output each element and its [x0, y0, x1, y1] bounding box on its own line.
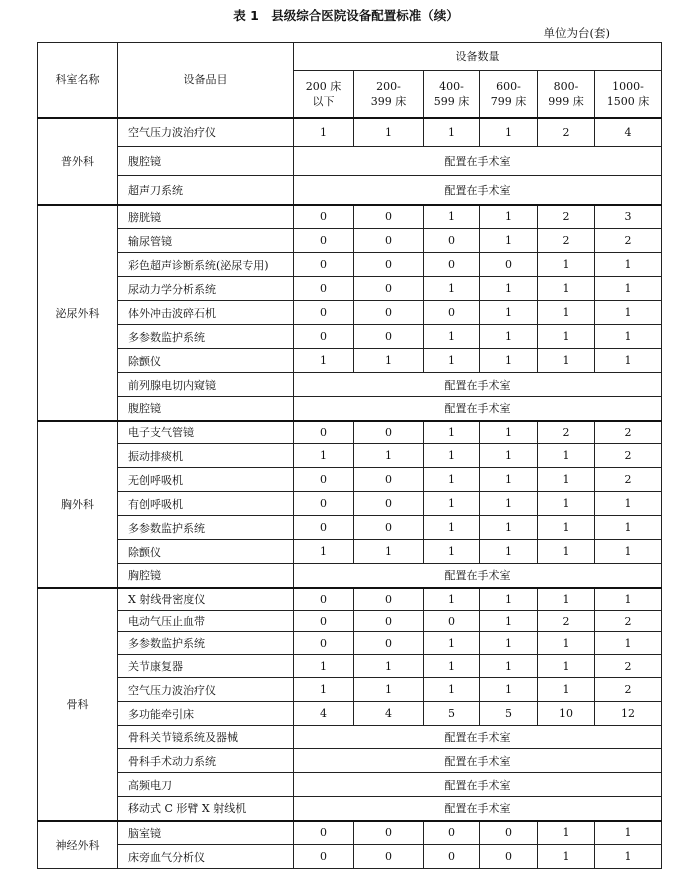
- quantity-cell: 1: [538, 516, 595, 540]
- table-row: [38, 564, 662, 588]
- quantity-cell: 1: [424, 444, 480, 468]
- quantity-cell: 1: [480, 468, 538, 492]
- quantity-cell: 1: [595, 588, 662, 611]
- equipment-name: 振动排痰机: [118, 444, 294, 468]
- quantity-cell: 1: [294, 540, 354, 564]
- quantity-cell: 0: [424, 611, 480, 632]
- quantity-cell: 1: [538, 444, 595, 468]
- table-row: [38, 678, 662, 702]
- quantity-cell: 1: [294, 118, 354, 147]
- quantity-cell: 1: [538, 540, 595, 564]
- table-row: [38, 797, 662, 821]
- quantity-cell: 2: [595, 655, 662, 678]
- quantity-cell: 0: [354, 421, 424, 444]
- quantity-cell: 0: [354, 632, 424, 655]
- equipment-name: 骨科手术动力系统: [118, 749, 294, 773]
- equipment-name: 无创呼吸机: [118, 468, 294, 492]
- equipment-table: [37, 42, 662, 869]
- equipment-name: 彩色超声诊断系统(泌尿专用): [118, 253, 294, 277]
- quantity-cell: 1: [424, 349, 480, 373]
- table-row: [38, 349, 662, 373]
- quantity-cell: 1: [595, 492, 662, 516]
- quantity-cell: 0: [480, 821, 538, 845]
- header-bed-range: 200 床 以下: [294, 71, 354, 118]
- quantity-cell: 0: [294, 205, 354, 229]
- quantity-cell: 1: [424, 678, 480, 702]
- quantity-cell: 1: [424, 516, 480, 540]
- quantity-cell: 1: [424, 655, 480, 678]
- table-row: [38, 421, 662, 444]
- quantity-cell: 1: [354, 118, 424, 147]
- dept-name: 骨科: [38, 588, 118, 821]
- table-row: [38, 655, 662, 678]
- quantity-cell: 2: [595, 444, 662, 468]
- header-row-top: [38, 43, 662, 71]
- quantity-cell: 0: [354, 821, 424, 845]
- quantity-cell: 0: [294, 301, 354, 325]
- equipment-name: X 射线骨密度仪: [118, 588, 294, 611]
- header-bed-range: 600- 799 床: [480, 71, 538, 118]
- quantity-cell: 1: [595, 845, 662, 869]
- quantity-cell: 0: [354, 588, 424, 611]
- quantity-cell: 1: [480, 229, 538, 253]
- table-title: 表 1 县级综合医院设备配置标准（续）: [233, 8, 459, 23]
- quantity-cell: 0: [294, 516, 354, 540]
- quantity-cell: 4: [595, 118, 662, 147]
- quantity-cell: 1: [294, 349, 354, 373]
- quantity-cell: 1: [424, 588, 480, 611]
- quantity-cell: 1: [424, 468, 480, 492]
- header-bed-range: 800- 999 床: [538, 71, 595, 118]
- table-row: [38, 373, 662, 397]
- quantity-cell: 1: [424, 632, 480, 655]
- equipment-name: 空气压力波治疗仪: [118, 678, 294, 702]
- dept-name: 胸外科: [38, 421, 118, 588]
- quantity-cell: 1: [480, 325, 538, 349]
- quantity-cell: 1: [354, 349, 424, 373]
- quantity-cell: 0: [294, 468, 354, 492]
- quantity-cell: 2: [538, 205, 595, 229]
- quantity-cell: 1: [480, 444, 538, 468]
- quantity-cell: 1: [354, 540, 424, 564]
- quantity-cell: 1: [595, 516, 662, 540]
- table-row: [38, 516, 662, 540]
- quantity-cell: 2: [538, 611, 595, 632]
- quantity-cell: 0: [294, 588, 354, 611]
- quantity-cell: 1: [538, 325, 595, 349]
- quantity-cell: 1: [538, 492, 595, 516]
- equipment-name: 多参数监护系统: [118, 632, 294, 655]
- quantity-cell: 2: [538, 421, 595, 444]
- quantity-cell: 0: [354, 516, 424, 540]
- header-item: 设备品目: [118, 43, 294, 118]
- quantity-cell: 1: [480, 588, 538, 611]
- quantity-cell: 1: [538, 253, 595, 277]
- location-note: 配置在手术室: [294, 373, 662, 397]
- quantity-cell: 2: [595, 421, 662, 444]
- quantity-cell: 0: [354, 492, 424, 516]
- quantity-cell: 4: [354, 702, 424, 726]
- quantity-cell: 0: [294, 632, 354, 655]
- quantity-cell: 3: [595, 205, 662, 229]
- table-row: [38, 301, 662, 325]
- quantity-cell: 0: [354, 468, 424, 492]
- quantity-cell: 2: [595, 678, 662, 702]
- table-row: [38, 229, 662, 253]
- quantity-cell: 1: [354, 655, 424, 678]
- quantity-cell: 2: [595, 611, 662, 632]
- table-row: [38, 821, 662, 845]
- equipment-name: 关节康复器: [118, 655, 294, 678]
- quantity-cell: 0: [294, 421, 354, 444]
- quantity-cell: 1: [424, 205, 480, 229]
- quantity-cell: 0: [294, 253, 354, 277]
- quantity-cell: 1: [480, 540, 538, 564]
- quantity-cell: 1: [480, 277, 538, 301]
- quantity-cell: 1: [538, 277, 595, 301]
- quantity-cell: 0: [354, 845, 424, 869]
- location-note: 配置在手术室: [294, 726, 662, 749]
- quantity-cell: 1: [294, 444, 354, 468]
- quantity-cell: 1: [595, 325, 662, 349]
- dept-name: 泌尿外科: [38, 205, 118, 421]
- quantity-cell: 1: [294, 655, 354, 678]
- quantity-cell: 0: [480, 845, 538, 869]
- equipment-name: 电子支气管镜: [118, 421, 294, 444]
- quantity-cell: 1: [480, 678, 538, 702]
- quantity-cell: 1: [538, 588, 595, 611]
- location-note: 配置在手术室: [294, 397, 662, 421]
- quantity-cell: 0: [354, 205, 424, 229]
- quantity-cell: 0: [294, 492, 354, 516]
- quantity-cell: 1: [538, 301, 595, 325]
- quantity-cell: 1: [480, 349, 538, 373]
- quantity-cell: 1: [595, 540, 662, 564]
- quantity-cell: 2: [538, 118, 595, 147]
- quantity-cell: 1: [424, 421, 480, 444]
- table-row: [38, 611, 662, 632]
- equipment-name: 多参数监护系统: [118, 325, 294, 349]
- quantity-cell: 1: [595, 277, 662, 301]
- quantity-cell: 2: [595, 229, 662, 253]
- quantity-cell: 1: [424, 277, 480, 301]
- quantity-cell: 1: [538, 655, 595, 678]
- quantity-cell: 0: [294, 325, 354, 349]
- quantity-cell: 1: [424, 118, 480, 147]
- quantity-cell: 1: [480, 421, 538, 444]
- equipment-name: 脑室镜: [118, 821, 294, 845]
- quantity-cell: 1: [595, 821, 662, 845]
- table-row: [38, 492, 662, 516]
- table-row: [38, 588, 662, 611]
- quantity-cell: 0: [424, 229, 480, 253]
- equipment-name: 多参数监护系统: [118, 516, 294, 540]
- quantity-cell: 0: [424, 253, 480, 277]
- equipment-name: 前列腺电切内窥镜: [118, 373, 294, 397]
- header-bed-range: 200- 399 床: [354, 71, 424, 118]
- quantity-cell: 4: [294, 702, 354, 726]
- quantity-cell: 1: [538, 349, 595, 373]
- quantity-cell: 1: [595, 253, 662, 277]
- table-row: [38, 632, 662, 655]
- quantity-cell: 0: [294, 845, 354, 869]
- table-body: [38, 118, 662, 869]
- header-bed-range: 1000- 1500 床: [595, 71, 662, 118]
- equipment-name: 多功能牵引床: [118, 702, 294, 726]
- equipment-name: 空气压力波治疗仪: [118, 118, 294, 147]
- table-row: [38, 540, 662, 564]
- table-row: [38, 325, 662, 349]
- quantity-cell: 5: [424, 702, 480, 726]
- table-row: [38, 749, 662, 773]
- table-row: [38, 468, 662, 492]
- table-row: [38, 773, 662, 797]
- table-row: [38, 253, 662, 277]
- table-row: [38, 147, 662, 176]
- table-row: [38, 176, 662, 205]
- equipment-name: 电动气压止血带: [118, 611, 294, 632]
- equipment-name: 床旁血气分析仪: [118, 845, 294, 869]
- quantity-cell: 0: [294, 229, 354, 253]
- equipment-name: 除颤仪: [118, 540, 294, 564]
- quantity-cell: 1: [595, 349, 662, 373]
- quantity-cell: 2: [595, 468, 662, 492]
- quantity-cell: 5: [480, 702, 538, 726]
- quantity-cell: 0: [424, 301, 480, 325]
- quantity-cell: 0: [354, 325, 424, 349]
- location-note: 配置在手术室: [294, 773, 662, 797]
- location-note: 配置在手术室: [294, 797, 662, 821]
- quantity-cell: 1: [538, 845, 595, 869]
- equipment-name: 腹腔镜: [118, 147, 294, 176]
- quantity-cell: 1: [480, 632, 538, 655]
- table-row: [38, 702, 662, 726]
- equipment-name: 膀胱镜: [118, 205, 294, 229]
- header-dept: 科室名称: [38, 43, 118, 118]
- quantity-cell: 1: [480, 655, 538, 678]
- equipment-name: 骨科关节镜系统及器械: [118, 726, 294, 749]
- quantity-cell: 10: [538, 702, 595, 726]
- equipment-name: 胸腔镜: [118, 564, 294, 588]
- quantity-cell: 1: [480, 492, 538, 516]
- quantity-cell: 2: [538, 229, 595, 253]
- quantity-cell: 1: [480, 301, 538, 325]
- quantity-cell: 1: [538, 468, 595, 492]
- table-row: [38, 845, 662, 869]
- quantity-cell: 0: [354, 277, 424, 301]
- equipment-name: 高频电刀: [118, 773, 294, 797]
- quantity-cell: 0: [354, 301, 424, 325]
- header-quantity: 设备数量: [294, 43, 662, 71]
- quantity-cell: 0: [424, 845, 480, 869]
- equipment-name: 尿动力学分析系统: [118, 277, 294, 301]
- equipment-name: 移动式 C 形臂 X 射线机: [118, 797, 294, 821]
- quantity-cell: 0: [354, 611, 424, 632]
- location-note: 配置在手术室: [294, 176, 662, 205]
- quantity-cell: 0: [424, 821, 480, 845]
- quantity-cell: 1: [354, 444, 424, 468]
- quantity-cell: 1: [538, 821, 595, 845]
- quantity-cell: 0: [294, 611, 354, 632]
- dept-name: 神经外科: [38, 821, 118, 869]
- quantity-cell: 1: [595, 301, 662, 325]
- quantity-cell: 1: [480, 611, 538, 632]
- quantity-cell: 1: [424, 325, 480, 349]
- quantity-cell: 1: [480, 205, 538, 229]
- quantity-cell: 1: [480, 118, 538, 147]
- quantity-cell: 1: [480, 516, 538, 540]
- table-row: [38, 444, 662, 468]
- unit-note: 单位为台(套): [543, 26, 610, 40]
- quantity-cell: 1: [538, 632, 595, 655]
- table-row: [38, 726, 662, 749]
- location-note: 配置在手术室: [294, 564, 662, 588]
- quantity-cell: 0: [354, 253, 424, 277]
- quantity-cell: 1: [424, 492, 480, 516]
- header-bed-range: 400- 599 床: [424, 71, 480, 118]
- equipment-name: 有创呼吸机: [118, 492, 294, 516]
- equipment-name: 体外冲击波碎石机: [118, 301, 294, 325]
- quantity-cell: 0: [354, 229, 424, 253]
- quantity-cell: 1: [424, 540, 480, 564]
- quantity-cell: 1: [294, 678, 354, 702]
- location-note: 配置在手术室: [294, 749, 662, 773]
- table-row: [38, 205, 662, 229]
- location-note: 配置在手术室: [294, 147, 662, 176]
- equipment-name: 输尿管镜: [118, 229, 294, 253]
- equipment-name: 除颤仪: [118, 349, 294, 373]
- quantity-cell: 0: [294, 277, 354, 301]
- quantity-cell: 12: [595, 702, 662, 726]
- quantity-cell: 1: [538, 678, 595, 702]
- dept-name: 普外科: [38, 118, 118, 205]
- table-row: [38, 397, 662, 421]
- quantity-cell: 1: [595, 632, 662, 655]
- table-row: [38, 277, 662, 301]
- quantity-cell: 1: [354, 678, 424, 702]
- table-row: [38, 118, 662, 147]
- equipment-name: 超声刀系统: [118, 176, 294, 205]
- quantity-cell: 0: [294, 821, 354, 845]
- equipment-name: 腹腔镜: [118, 397, 294, 421]
- quantity-cell: 0: [480, 253, 538, 277]
